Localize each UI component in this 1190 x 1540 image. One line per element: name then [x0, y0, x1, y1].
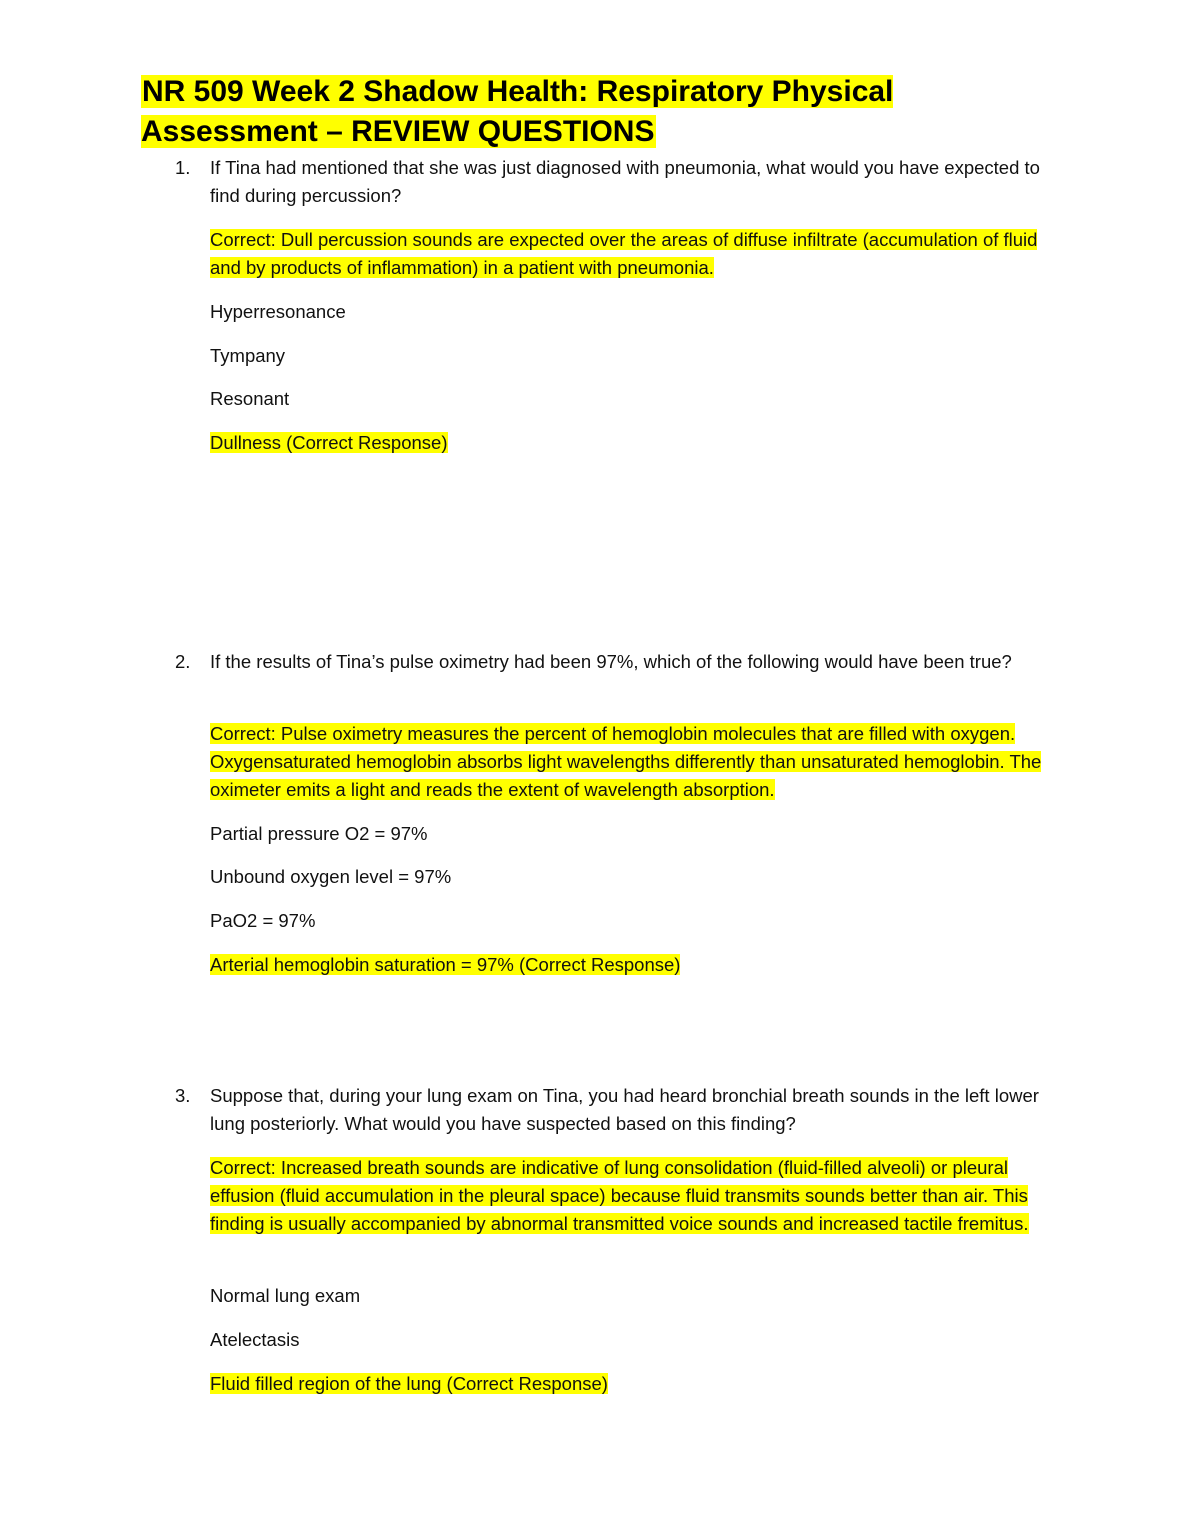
- answer-option: Hyperresonance: [210, 301, 346, 322]
- document-title: [141, 72, 941, 152]
- answer-option: PaO2 = 97%: [210, 910, 316, 931]
- answer-option: Tympany: [210, 345, 286, 366]
- correct-answer-text-2: Arterial hemoglobin saturation = 97% (Correct Response): [210, 954, 681, 975]
- correct-answer-text-3: Fluid filled region of the lung (Correct Response): [210, 1373, 608, 1394]
- explanation-text-1: Correct: Dull percussion sounds are expected over the areas of diffuse infiltrate (accumulation of fluid and by products of inflammation) in a patient with pneumonia.: [210, 229, 1038, 278]
- document-title-text: NR 509 Week 2 Shadow Health: Respiratory Physical Assessment – REVIEW QUESTIONS: [141, 75, 894, 148]
- explanation-text-3: Correct: Increased breath sounds are indicative of lung consolidation (fluid-filled alveoli) or pleural effusion (fluid accumulation in the pleural space) because fluid transmits sounds better than air. This finding is usually accompanied by abnormal transmitted voice sounds and increased tactile fremitus.: [210, 1157, 1029, 1234]
- correct-answer-option: [210, 1370, 608, 1398]
- question-number-2: 2.: [175, 651, 191, 672]
- answer-option: Unbound oxygen level = 97%: [210, 866, 452, 887]
- question-prompt-1: If Tina had mentioned that she was just diagnosed with pneumonia, what would you have expected to find during percussion?: [210, 157, 1040, 206]
- answer-option: Atelectasis: [210, 1329, 300, 1350]
- correct-answer-option: [210, 429, 448, 457]
- question-explanation-2: [210, 720, 1050, 804]
- question-explanation-3: [210, 1154, 1050, 1238]
- answer-option: Resonant: [210, 388, 290, 409]
- question-prompt-2: If the results of Tina’s pulse oximetry had been 97%, which of the following would have been true?: [210, 651, 1012, 672]
- answer-option: Partial pressure O2 = 97%: [210, 823, 428, 844]
- question-prompt-3: Suppose that, during your lung exam on Tina, you had heard bronchial breath sounds in the left lower lung posteriorly. What would you have suspected based on this finding?: [210, 1085, 1039, 1134]
- correct-answer-text-1: Dullness (Correct Response): [210, 432, 448, 453]
- answer-option: Normal lung exam: [210, 1285, 361, 1306]
- question-number-1: 1.: [175, 157, 191, 178]
- question-number-3: 3.: [175, 1085, 191, 1106]
- question-explanation-1: [210, 226, 1050, 282]
- explanation-text-2: Correct: Pulse oximetry measures the percent of hemoglobin molecules that are filled with oxygen. Oxygensaturated hemoglobin absorbs light wavelengths differently than unsaturated hemoglobin. The oximeter emits a light and reads the extent of wavelength absorption.: [210, 723, 1042, 800]
- correct-answer-option: [210, 951, 680, 979]
